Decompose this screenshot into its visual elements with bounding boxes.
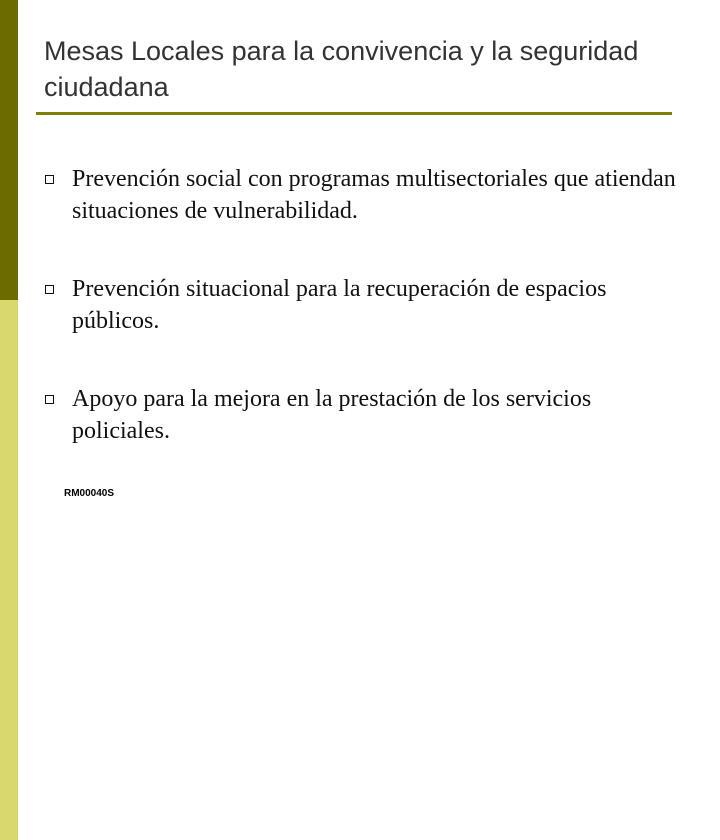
bullet-item xyxy=(44,273,694,337)
hollow-square-icon xyxy=(45,285,54,294)
hollow-square-icon xyxy=(45,395,54,404)
hollow-square-icon xyxy=(45,175,54,184)
title-underline xyxy=(36,112,672,115)
sidebar-light-stripe xyxy=(0,300,18,840)
bullet-item xyxy=(44,383,694,447)
bullet-text: Apoyo para la mejora en la prestación de los servicios policiales. xyxy=(72,386,592,444)
bullet-text: Prevención social con programas multisectoriales que atiendan situaciones de vulnerabilidad. xyxy=(72,166,676,224)
slide-title: Mesas Locales para la convivencia y la seguridad ciudadana xyxy=(44,36,639,102)
slide-footnote: RM00040S xyxy=(64,488,115,499)
bullet-item xyxy=(44,163,694,227)
bullet-text: Prevención situacional para la recuperación de espacios públicos. xyxy=(72,276,607,334)
bullet-list xyxy=(44,163,694,493)
